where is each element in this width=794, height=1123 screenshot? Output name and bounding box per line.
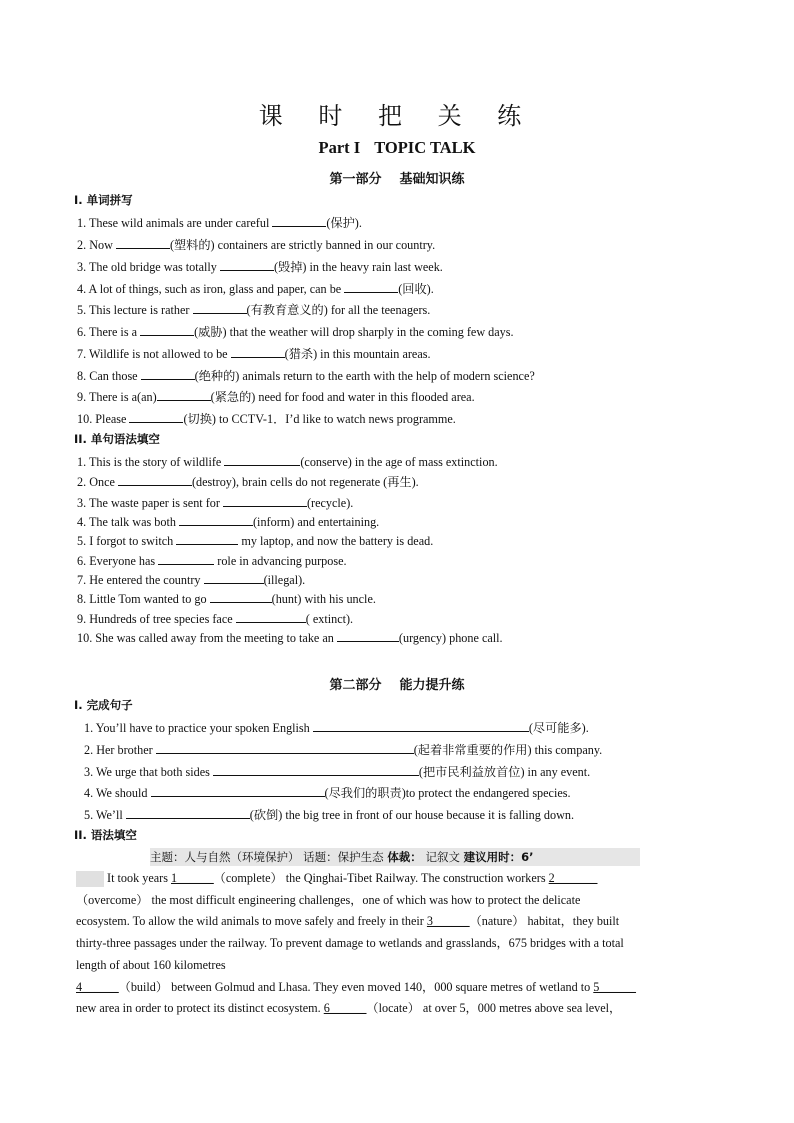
question-hint: (hunt) with his uncle. bbox=[271, 592, 376, 606]
blank-2[interactable]: 2_______ bbox=[548, 871, 598, 885]
question-text: 5. I forgot to switch bbox=[77, 534, 177, 548]
question-hint: (回收). bbox=[398, 282, 434, 296]
question-hint: (紧急的) need for food and water in this flooded area. bbox=[210, 390, 475, 404]
part-label: Part I bbox=[318, 138, 361, 157]
s2-q1-item-4 bbox=[84, 784, 571, 801]
question-text: 3. The old bridge was totally bbox=[77, 260, 220, 274]
s1-q2-item-4 bbox=[77, 513, 379, 530]
question-text: 10. She was called away from the meeting to take an bbox=[77, 631, 337, 645]
s1-q1-item-6 bbox=[77, 323, 514, 340]
s2-q1-item-2 bbox=[84, 741, 602, 758]
section1-heading bbox=[0, 168, 794, 187]
s1-q2-item-5 bbox=[77, 532, 433, 549]
passage-text: （nature） habitat，they built bbox=[469, 914, 620, 929]
s1-q2-item-8 bbox=[77, 590, 376, 607]
answer-blank[interactable] bbox=[231, 345, 285, 358]
s2-q1-heading: I. 完成句子 bbox=[74, 698, 133, 712]
passage-info-banner bbox=[150, 848, 640, 866]
answer-blank[interactable] bbox=[141, 367, 195, 380]
question-hint: (urgency) phone call. bbox=[398, 631, 503, 645]
answer-blank[interactable] bbox=[337, 629, 399, 642]
question-hint: (威胁) that the weather will drop sharply in the coming few days. bbox=[194, 325, 514, 339]
question-hint: (illegal). bbox=[263, 573, 306, 587]
answer-blank[interactable] bbox=[220, 258, 274, 271]
question-text: 6. There is a bbox=[77, 325, 141, 339]
genre-label: 体裁： bbox=[387, 850, 422, 864]
s1-q2-item-3 bbox=[77, 494, 353, 511]
blank-4[interactable]: 4______ bbox=[76, 979, 119, 994]
question-text: 2. Now bbox=[77, 238, 116, 252]
time-value: 6’ bbox=[521, 850, 534, 864]
passage-line bbox=[76, 998, 716, 1020]
section2-heading bbox=[0, 674, 794, 693]
s2-q1-item-3 bbox=[84, 763, 590, 780]
answer-blank[interactable] bbox=[179, 513, 253, 526]
passage-text: It took years bbox=[107, 871, 172, 885]
answer-blank[interactable] bbox=[210, 590, 272, 603]
s1-q2-item-1 bbox=[77, 453, 498, 470]
answer-blank[interactable] bbox=[151, 784, 325, 797]
answer-blank[interactable] bbox=[204, 571, 264, 584]
passage-text: new area in order to protect its distinct ecosystem. bbox=[76, 1001, 324, 1016]
blank-6[interactable]: 6______ bbox=[323, 1001, 367, 1016]
question-text: 2. Her brother bbox=[84, 743, 156, 757]
answer-blank[interactable] bbox=[156, 741, 414, 754]
answer-blank[interactable] bbox=[140, 323, 194, 336]
question-text: 3. The waste paper is sent for bbox=[77, 496, 223, 510]
answer-blank[interactable] bbox=[116, 236, 170, 249]
passage-text: （overcome） the most difficult engineering challenges，one of which was how to protect the delicate bbox=[76, 892, 581, 907]
section2-subtitle: 能力提升练 bbox=[399, 678, 465, 693]
theme-topic: 主题：人与自然（环境保护） 话题：保护生态 bbox=[150, 850, 388, 864]
s1-q1-item-8 bbox=[77, 367, 535, 384]
time-label: 建议用时： bbox=[463, 850, 522, 864]
answer-blank[interactable] bbox=[129, 410, 183, 423]
s1-q1-item-9 bbox=[77, 388, 475, 405]
question-text: 6. Everyone has bbox=[77, 554, 159, 568]
passage-text: thirty-three passages under the railway. To prevent damage to wetlands and grasslands，675 bridges with a total bbox=[76, 936, 624, 951]
question-hint: (recycle). bbox=[306, 496, 354, 510]
answer-blank[interactable] bbox=[344, 280, 398, 293]
passage bbox=[76, 868, 716, 1020]
section2-title: 第二部分 bbox=[329, 678, 382, 693]
answer-blank[interactable] bbox=[213, 763, 419, 776]
blank-5[interactable]: 5______ bbox=[593, 979, 636, 994]
question-hint: (把市民利益放首位) in any event. bbox=[418, 765, 591, 779]
question-text: 9. Hundreds of tree species face bbox=[77, 612, 236, 626]
question-hint: (塑料的) containers are strictly banned in our country. bbox=[169, 238, 436, 252]
question-text: 2. Once bbox=[77, 475, 118, 489]
s1-q1-heading: I. 单词拼写 bbox=[74, 193, 133, 207]
genre-value: 记叙文 bbox=[421, 850, 464, 864]
s1-q1-item-7 bbox=[77, 345, 431, 362]
s2-q1-item-1 bbox=[84, 719, 589, 736]
answer-blank[interactable] bbox=[157, 388, 211, 401]
question-text: 7. He entered the country bbox=[77, 573, 204, 587]
answer-blank[interactable] bbox=[224, 453, 300, 466]
question-text: 7. Wildlife is not allowed to be bbox=[77, 347, 231, 361]
part-name: TOPIC TALK bbox=[374, 138, 476, 157]
question-hint: (inform) and entertaining. bbox=[253, 515, 380, 529]
passage-line bbox=[76, 933, 716, 955]
question-hint: (猎杀) in this mountain areas. bbox=[284, 347, 431, 361]
question-hint: (conserve) in the age of mass extinction. bbox=[300, 455, 498, 469]
passage-text: （locate） at over 5，000 metres above sea level， bbox=[366, 1001, 622, 1016]
indent-shade bbox=[76, 871, 104, 887]
question-hint: ( extinct). bbox=[305, 612, 354, 626]
answer-blank[interactable] bbox=[236, 610, 306, 623]
answer-blank[interactable] bbox=[272, 214, 326, 227]
s1-q1-item-5 bbox=[77, 301, 430, 318]
question-hint: role in advancing purpose. bbox=[214, 554, 347, 568]
question-hint: (尽我们的职责)to protect the endangered species. bbox=[324, 786, 571, 800]
question-text: 4. The talk was both bbox=[77, 515, 179, 529]
passage-line bbox=[76, 911, 716, 933]
question-text: 9. There is a(an) bbox=[77, 390, 157, 404]
question-hint: (切换) to CCTV-1．I’d like to watch news programme. bbox=[183, 412, 456, 426]
s1-q2-item-7 bbox=[77, 571, 305, 588]
passage-line bbox=[76, 890, 716, 912]
passage-line bbox=[76, 868, 716, 890]
question-hint: (绝种的) animals return to the earth with the help of modern science? bbox=[194, 369, 535, 383]
question-text: 3. We urge that both sides bbox=[84, 765, 213, 779]
passage-line bbox=[76, 955, 716, 977]
section1-subtitle: 基础知识练 bbox=[399, 172, 465, 187]
s1-q1-item-2 bbox=[77, 236, 435, 253]
question-text: 5. This lecture is rather bbox=[77, 303, 193, 317]
answer-blank[interactable] bbox=[176, 532, 238, 545]
s1-q2-heading: II. 单句语法填空 bbox=[74, 432, 160, 446]
question-hint: (毁掉) in the heavy rain last week. bbox=[273, 260, 443, 274]
question-hint: (有教育意义的) for all the teenagers. bbox=[246, 303, 431, 317]
question-text: 1. You’ll have to practice your spoken English bbox=[84, 721, 313, 735]
part-heading bbox=[0, 138, 794, 158]
s1-q2-item-9 bbox=[77, 610, 353, 627]
s2-q2-heading: II. 语法填空 bbox=[74, 828, 137, 842]
passage-text: （complete） the Qinghai-Tibet Railway. The construction workers bbox=[213, 871, 549, 885]
blank-1[interactable]: 1______ bbox=[171, 871, 214, 885]
question-hint: (保护). bbox=[326, 216, 362, 230]
question-text: 5. We’ll bbox=[84, 808, 126, 822]
question-text: 8. Little Tom wanted to go bbox=[77, 592, 210, 606]
passage-text: length of about 160 kilometres bbox=[76, 957, 226, 972]
s1-q1-item-3 bbox=[77, 258, 443, 275]
s1-q2-item-10 bbox=[77, 629, 503, 646]
s1-q1-item-10 bbox=[77, 410, 456, 427]
passage-text: （build） between Golmud and Lhasa. They even moved 140，000 square metres of wetland to bbox=[118, 979, 594, 994]
answer-blank[interactable] bbox=[126, 806, 250, 819]
blank-3[interactable]: 3______ bbox=[426, 914, 470, 929]
answer-blank[interactable] bbox=[313, 719, 529, 732]
passage-text: ecosystem. To allow the wild animals to move safely and freely in their bbox=[76, 914, 427, 929]
question-text: 1. This is the story of wildlife bbox=[77, 455, 225, 469]
question-hint: (尽可能多). bbox=[528, 721, 589, 735]
answer-blank[interactable] bbox=[158, 552, 214, 565]
question-text: 1. These wild animals are under careful bbox=[77, 216, 273, 230]
passage-line bbox=[76, 977, 716, 999]
s1-q1-item-4 bbox=[77, 280, 434, 297]
answer-blank[interactable] bbox=[118, 473, 192, 486]
question-hint: my laptop, and now the battery is dead. bbox=[238, 534, 434, 548]
s1-q1-item-1 bbox=[77, 214, 362, 231]
question-hint: (砍倒) the big tree in front of our house because it is falling down. bbox=[249, 808, 575, 822]
question-text: 4. A lot of things, such as iron, glass and paper, can be bbox=[77, 282, 345, 296]
answer-blank[interactable] bbox=[223, 494, 307, 507]
section1-title: 第一部分 bbox=[329, 172, 382, 187]
s2-q1-item-5 bbox=[84, 806, 574, 823]
answer-blank[interactable] bbox=[193, 301, 247, 314]
question-hint: (起着非常重要的作用) this company. bbox=[413, 743, 603, 757]
s1-q2-item-2 bbox=[77, 473, 419, 490]
s1-q2-item-6 bbox=[77, 552, 347, 569]
question-text: 10. Please bbox=[77, 412, 130, 426]
page-title: 课 时 把 关 练 bbox=[258, 102, 536, 130]
question-text: 8. Can those bbox=[77, 369, 141, 383]
question-text: 4. We should bbox=[84, 786, 151, 800]
question-hint: (destroy), brain cells do not regenerate (再生). bbox=[191, 475, 419, 489]
